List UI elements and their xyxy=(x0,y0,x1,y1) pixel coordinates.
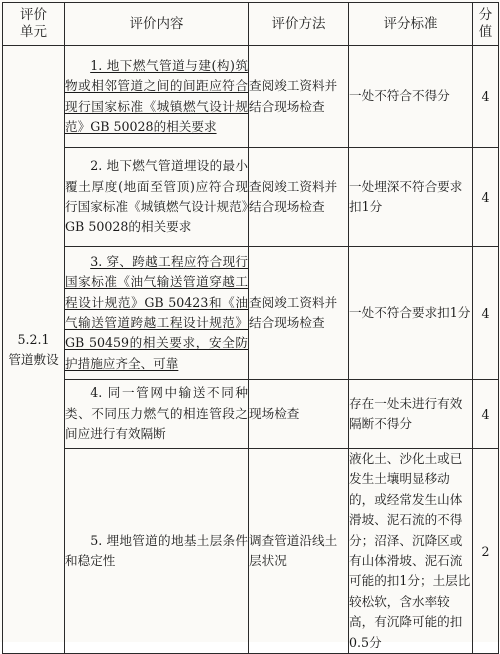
header-score: 分 值 xyxy=(473,3,499,46)
row-score: 4 xyxy=(473,247,499,380)
row-content: 5. 埋地管道的地基土层条件和稳定性 xyxy=(65,449,249,654)
row-score: 4 xyxy=(473,148,499,247)
table-row xyxy=(3,46,499,148)
unit-name: 管道敷设 xyxy=(8,351,59,367)
header-method: 评价方法 xyxy=(249,3,349,46)
row-method: 现场检查 xyxy=(249,380,349,449)
row-content: 2. 地下燃气管道埋设的最小覆土厚度(地面至管顶)应符合现行国家标准《城镇燃气设计规范》GB 50028的相关要求 xyxy=(65,148,249,247)
row-criteria: 存在一处未进行有效隔断不得分 xyxy=(349,380,473,449)
row-criteria: 一处不符合不得分 xyxy=(349,46,473,148)
row-score: 4 xyxy=(473,46,499,148)
unit-code: 5.2.1 xyxy=(17,331,50,347)
row-content: 1. 地下燃气管道与建(构)筑物或相邻管道之间的间距应符合现行国家标准《城镇燃气设计规范》GB 50028的相关要求 xyxy=(65,46,249,148)
header-unit: 评价 单元 xyxy=(3,3,65,46)
row-criteria: 液化土、沙化土或已发生土壤明显移动的，或经常发生山体滑坡、泥石流的不得分；沼泽、沉降区或有山体滑坡、泥石流可能的扣1分；土层比较松软，含水率较高，有沉降可能的扣0.5分 xyxy=(349,449,473,654)
row-criteria: 一处埋深不符合要求扣1分 xyxy=(349,148,473,247)
table-row xyxy=(3,380,499,449)
evaluation-table xyxy=(2,2,499,654)
header-content: 评价内容 xyxy=(65,3,249,46)
table-row xyxy=(3,449,499,654)
row-method: 查阅竣工资料并结合现场检查 xyxy=(249,247,349,380)
header-criteria: 评分标准 xyxy=(349,3,473,46)
row-method: 查阅竣工资料并结合现场检查 xyxy=(249,46,349,148)
row-method: 查阅竣工资料并结合现场检查 xyxy=(249,148,349,247)
table-header-row xyxy=(3,3,499,46)
row-criteria: 一处不符合要求扣1分 xyxy=(349,247,473,380)
row-content: 3. 穿、跨越工程应符合现行国家标准《油气输送管道穿越工程设计规范》GB 50423和《油气输送管道跨越工程设计规范》GB 50459的相关要求，安全防护措施应齐全、可靠 xyxy=(65,247,249,380)
row-method: 调查管道沿线土层状况 xyxy=(249,449,349,654)
row-score: 4 xyxy=(473,380,499,449)
table-row xyxy=(3,247,499,380)
unit-cell xyxy=(3,46,65,654)
row-content: 4. 同一管网中输送不同种类、不同压力燃气的相连管段之间应进行有效隔断 xyxy=(65,380,249,449)
table-row xyxy=(3,148,499,247)
row-score: 2 xyxy=(473,449,499,654)
